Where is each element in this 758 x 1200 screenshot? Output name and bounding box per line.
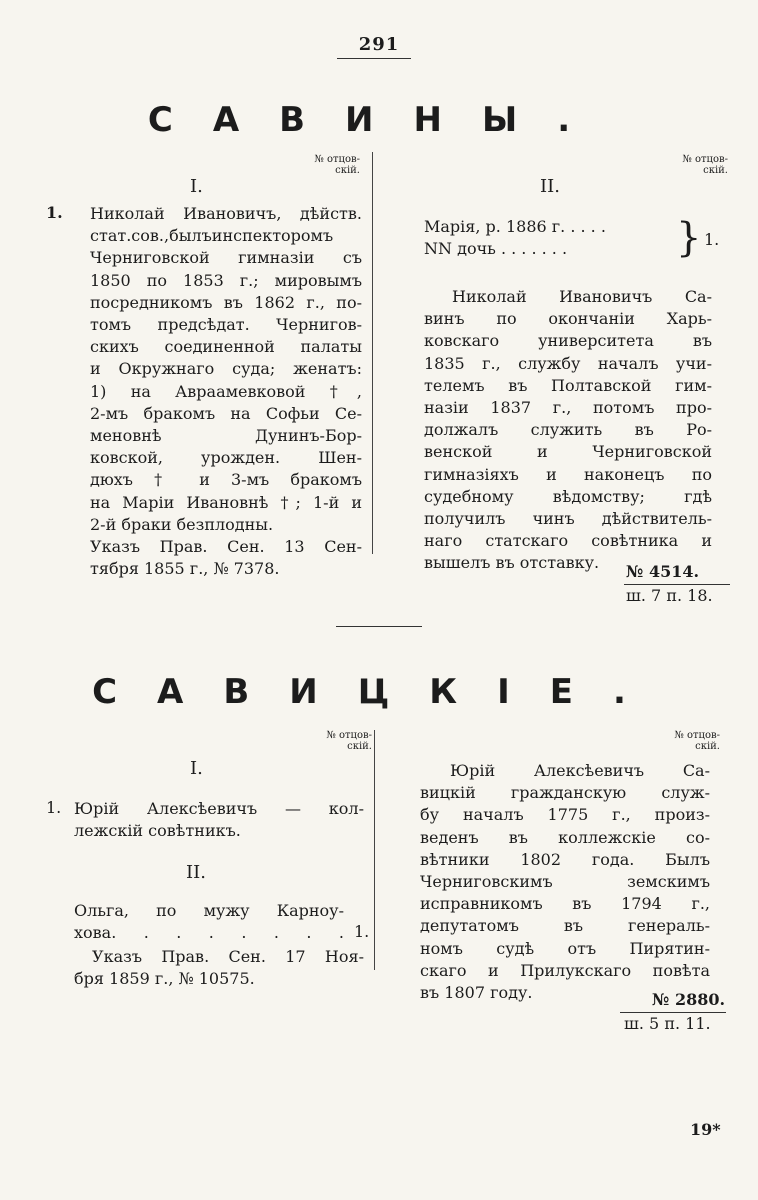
- header-rule: [337, 58, 411, 59]
- text-line: въ 1807 году.: [420, 983, 533, 1003]
- text-line: вицкій гражданскую служ-: [420, 783, 710, 803]
- col-header-line: № отцов-: [326, 730, 372, 741]
- text-line: томъ предсѣдат. Чернигов-: [90, 315, 362, 335]
- col-header-line: скій.: [335, 165, 360, 176]
- text-line: 2-й браки безплодны.: [90, 514, 274, 534]
- text-line: дюхъ † и 3-мъ бракомъ: [90, 470, 362, 490]
- col-header-line: скій.: [703, 165, 728, 176]
- text-line: должалъ служить въ Ро-: [424, 420, 712, 440]
- child-line: NN дочь . . . . . . .: [424, 239, 568, 259]
- col-header-line: скій.: [347, 741, 372, 752]
- text-line: 2-мъ бракомъ на Софьи Се-: [90, 403, 362, 423]
- generation-label: II.: [186, 862, 206, 883]
- text-line: лежскій совѣтникъ.: [74, 821, 241, 841]
- section-title-savitsky: САВИЦКІЕ.: [92, 672, 666, 712]
- col-header-line: скій.: [695, 741, 720, 752]
- text-line: венской и Черниговской: [424, 442, 712, 462]
- column-divider: [374, 730, 375, 970]
- text-line: Черниговской гимназіи съ: [90, 248, 362, 268]
- col-header-right: [668, 154, 728, 176]
- text-line: назіи 1837 г., потомъ про-: [424, 398, 712, 418]
- decree-line: Указъ Прав. Сен. 17 Ноя-: [92, 947, 364, 966]
- text-line: ковскаго университета въ: [424, 331, 712, 351]
- child-line: Марія, р. 1886 г. . . . .: [424, 217, 606, 236]
- text-line: ковской, урожден. Шен-: [90, 448, 362, 468]
- child-line: Ольга, по мужу Карноу-: [74, 901, 344, 920]
- generation-label: I.: [190, 176, 203, 197]
- biography-text: [424, 286, 712, 575]
- text-line: бу началъ 1775 г., произ-: [420, 805, 710, 825]
- decree-line: бря 1859 г., № 10575.: [74, 969, 255, 989]
- text-line: Николай Ивановичъ Са-: [452, 287, 712, 306]
- text-line: скихъ соединенной палаты: [90, 337, 362, 357]
- brace: }: [676, 215, 702, 261]
- item-number: 1.: [46, 203, 63, 222]
- text-line: 1850 по 1853 г.; мировымъ: [90, 270, 362, 290]
- generation-label: II.: [540, 176, 560, 197]
- col-header-line: № отцов-: [314, 154, 360, 165]
- col-header-left: [312, 730, 372, 752]
- text-line: Черниговскимъ земскимъ: [420, 872, 710, 892]
- text-line: телемъ въ Полтавской гим-: [424, 375, 712, 395]
- text-line: посредникомъ въ 1862 г., по-: [90, 292, 362, 312]
- decree-line: тября 1855 г., № 7378.: [90, 559, 280, 579]
- document-number: № 2880.: [652, 990, 726, 1009]
- document-number: № 4514.: [626, 562, 700, 581]
- children-list: [74, 900, 344, 944]
- biography-text: [420, 760, 710, 1004]
- number-rule: [624, 584, 730, 585]
- text-line: на Маріи Ивановнѣ †; 1-й и: [90, 492, 362, 512]
- col-header-line: № отцов-: [682, 154, 728, 165]
- child-ref-number: 1.: [704, 230, 720, 249]
- text-line: депутатомъ въ генераль-: [420, 916, 710, 936]
- person-entry-text: [74, 798, 364, 842]
- child-ref-number: 1.: [354, 922, 370, 941]
- text-line: 1) на Авраамевковой †,: [90, 381, 362, 401]
- number-rule: [620, 1012, 726, 1013]
- children-list: [424, 216, 690, 260]
- text-line: получилъ чинъ дѣйствитель-: [424, 509, 712, 529]
- signature-mark: 19*: [690, 1120, 721, 1139]
- text-line: номъ судѣ отъ Пирятин-: [420, 938, 710, 958]
- text-line: винъ по окончаніи Харь-: [424, 309, 712, 329]
- shelf-reference: ш. 7 п. 18.: [626, 586, 713, 605]
- text-line: Юрій Алексѣевичъ Са-: [450, 761, 710, 780]
- text-line: наго статскаго совѣтника и: [424, 531, 712, 551]
- column-divider: [372, 152, 373, 554]
- person-entry-text: [90, 203, 362, 580]
- text-line: судебному вѣдомству; гдѣ: [424, 486, 712, 506]
- col-header-line: № отцов-: [674, 730, 720, 741]
- item-number: 1.: [46, 798, 62, 817]
- text-line: 1835 г., службу началъ учи-: [424, 353, 712, 373]
- child-line: хова. . . . . . . .: [74, 923, 344, 943]
- section-title-savin: САВИНЫ.: [147, 100, 611, 140]
- text-line: Николай Ивановичъ, дѣйств.: [90, 204, 362, 223]
- text-line: Юрій Алексѣевичъ — кол-: [74, 799, 364, 818]
- page-number: 291: [358, 34, 400, 55]
- shelf-reference: ш. 5 п. 11.: [624, 1014, 711, 1033]
- section-divider: [336, 626, 422, 627]
- text-line: вышелъ въ отставку.: [424, 553, 600, 573]
- text-line: веденъ въ коллежскіе со-: [420, 827, 710, 847]
- text-line: исправникомъ въ 1794 г.,: [420, 894, 710, 914]
- generation-label: I.: [190, 758, 203, 779]
- text-line: и Окружнаго суда; женатъ:: [90, 359, 362, 379]
- text-line: скаго и Прилукскаго повѣта: [420, 960, 710, 980]
- text-line: гимназіяхъ и наконецъ по: [424, 464, 712, 484]
- decree-text: [74, 946, 364, 990]
- col-header-right: [660, 730, 720, 752]
- text-line: стат.сов.,былъинспекторомъ: [90, 226, 334, 246]
- text-line: меновнѣ Дунинъ-Бор-: [90, 426, 362, 446]
- text-line: вѣтники 1802 года. Былъ: [420, 849, 710, 869]
- col-header-left: [300, 154, 360, 176]
- decree-line: Указъ Прав. Сен. 13 Сен-: [90, 537, 362, 557]
